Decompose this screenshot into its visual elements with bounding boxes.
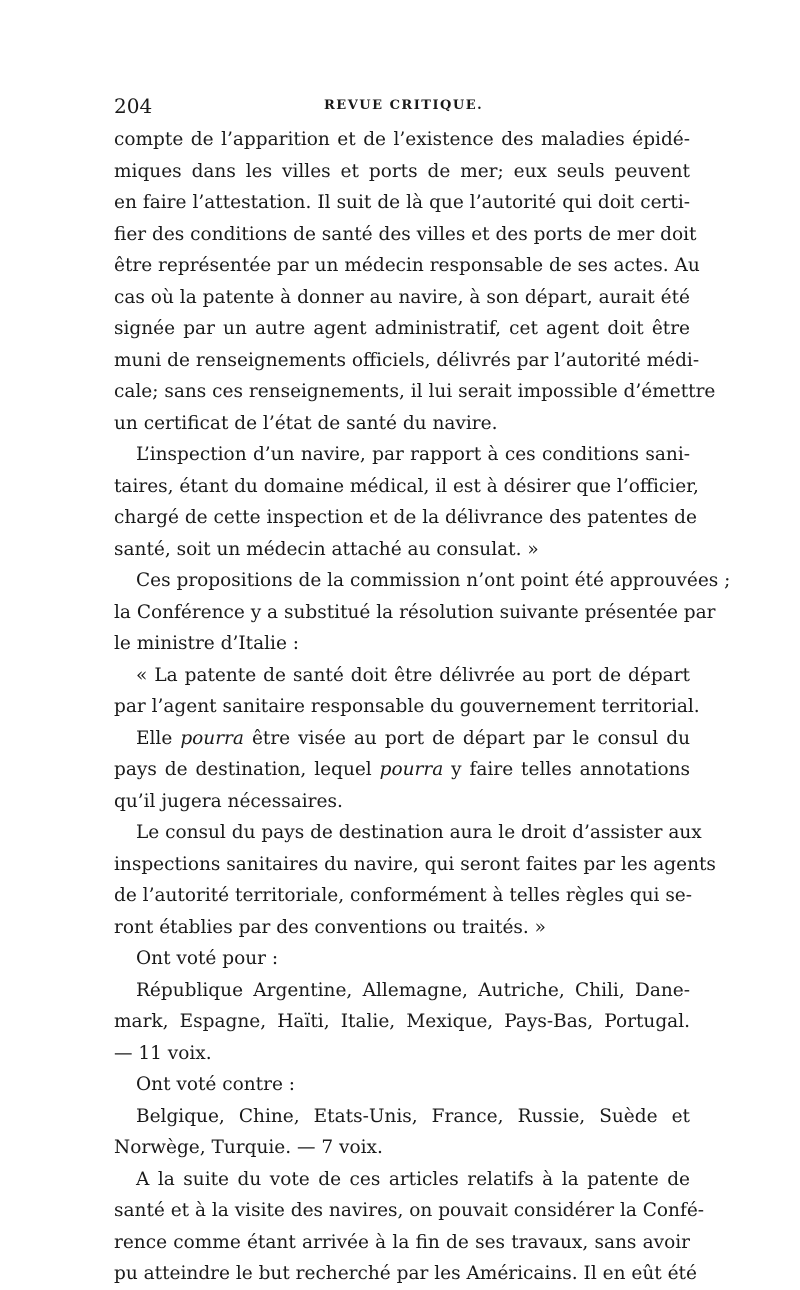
text-line: Belgique, Chine, Etats-Unis, France, Russie, Suède et [136,1105,690,1127]
italic-pourra: pourra [379,759,444,780]
running-title: REVUE CRITIQUE. [324,98,484,113]
text-line: compte de l’apparition et de l’existence des maladies épidé- [114,129,690,150]
italic-pourra: pourra [180,727,244,749]
text-line: taires, étant du domaine médical, il est à désirer que l’officier, [114,475,699,497]
text-line: le ministre d’Italie : [114,633,300,654]
text-line: rence comme étant arrivée à la fin de ses travaux, sans avoir [114,1231,690,1253]
text-line: un certificat de l’état de santé du navire. [114,412,498,434]
text-line: de l’autorité territoriale, conformément à telles règles qui se- [114,885,693,906]
text-line: en faire l’attestation. Il suit de là que l’autorité qui doit certi- [114,192,690,213]
text-line: fier des conditions de santé des villes et des ports de mer doit [114,223,697,245]
text-line: par l’agent sanitaire responsable du gouvernement territorial. [114,696,700,717]
text-fragment: pays de destination, lequel [114,759,380,780]
text-fragment: Elle [136,727,181,749]
text-line: mark, Espagne, Haïti, Italie, Mexique, Pays-Bas, Portugal. [114,1011,690,1032]
text-line: inspections sanitaires du navire, qui seront faites par les agents [114,853,716,875]
text-line: L’inspection d’un navire, par rapport à ces conditions sani- [136,444,690,465]
text-line: miques dans les villes et ports de mer; eux seuls peuvent [114,160,690,182]
text-fragment: y faire telles annotations [443,759,690,780]
body-text [114,124,731,1290]
page-number: 204 [114,94,153,118]
text-line-elle [114,723,690,755]
text-line: Norwège, Turquie. — 7 voix. [114,1137,383,1158]
text-fragment: être visée au port de départ par le consul du [243,727,690,749]
text-line: chargé de cette inspection et de la délivrance des patentes de [114,507,697,528]
text-line: Ces propositions de la commission n’ont point été approuvées ; [136,570,731,591]
text-line: signée par un autre agent administratif, cet agent doit être [114,318,690,339]
text-line: Ont voté pour : [136,948,279,969]
text-line: Ont voté contre : [136,1074,296,1095]
text-line: ront établies par des conventions ou traités. » [114,916,547,938]
text-line: muni de renseignements officiels, délivrés par l’autorité médi- [114,349,700,371]
text-line: santé et à la visite des navires, on pouvait considérer la Confé- [114,1200,705,1221]
text-line-pays [114,754,690,786]
text-line: pu atteindre le but recherché par les Américains. Il en eût été [114,1263,697,1284]
page-header [114,94,690,120]
text-line: République Argentine, Allemagne, Autriche, Chili, Dane- [136,979,690,1001]
text-line: cale; sans ces renseignements, il lui serait impossible d’émettre [114,381,716,402]
text-line: « La patente de santé doit être délivrée au port de départ [136,664,690,686]
text-line: être représentée par un médecin responsable de ses actes. Au [114,255,700,276]
text-line: Le consul du pays de destination aura le droit d’assister aux [136,822,702,843]
text-line: — 11 voix. [114,1042,212,1064]
text-line: qu’il jugera nécessaires. [114,790,343,812]
text-line: santé, soit un médecin attaché au consulat. » [114,538,539,560]
text-line: cas où la patente à donner au navire, à son départ, aurait été [114,286,690,308]
text-line: A la suite du vote de ces articles relatifs à la patente de [136,1168,690,1190]
text-line: la Conférence y a substitué la résolution suivante présentée par [114,601,716,623]
